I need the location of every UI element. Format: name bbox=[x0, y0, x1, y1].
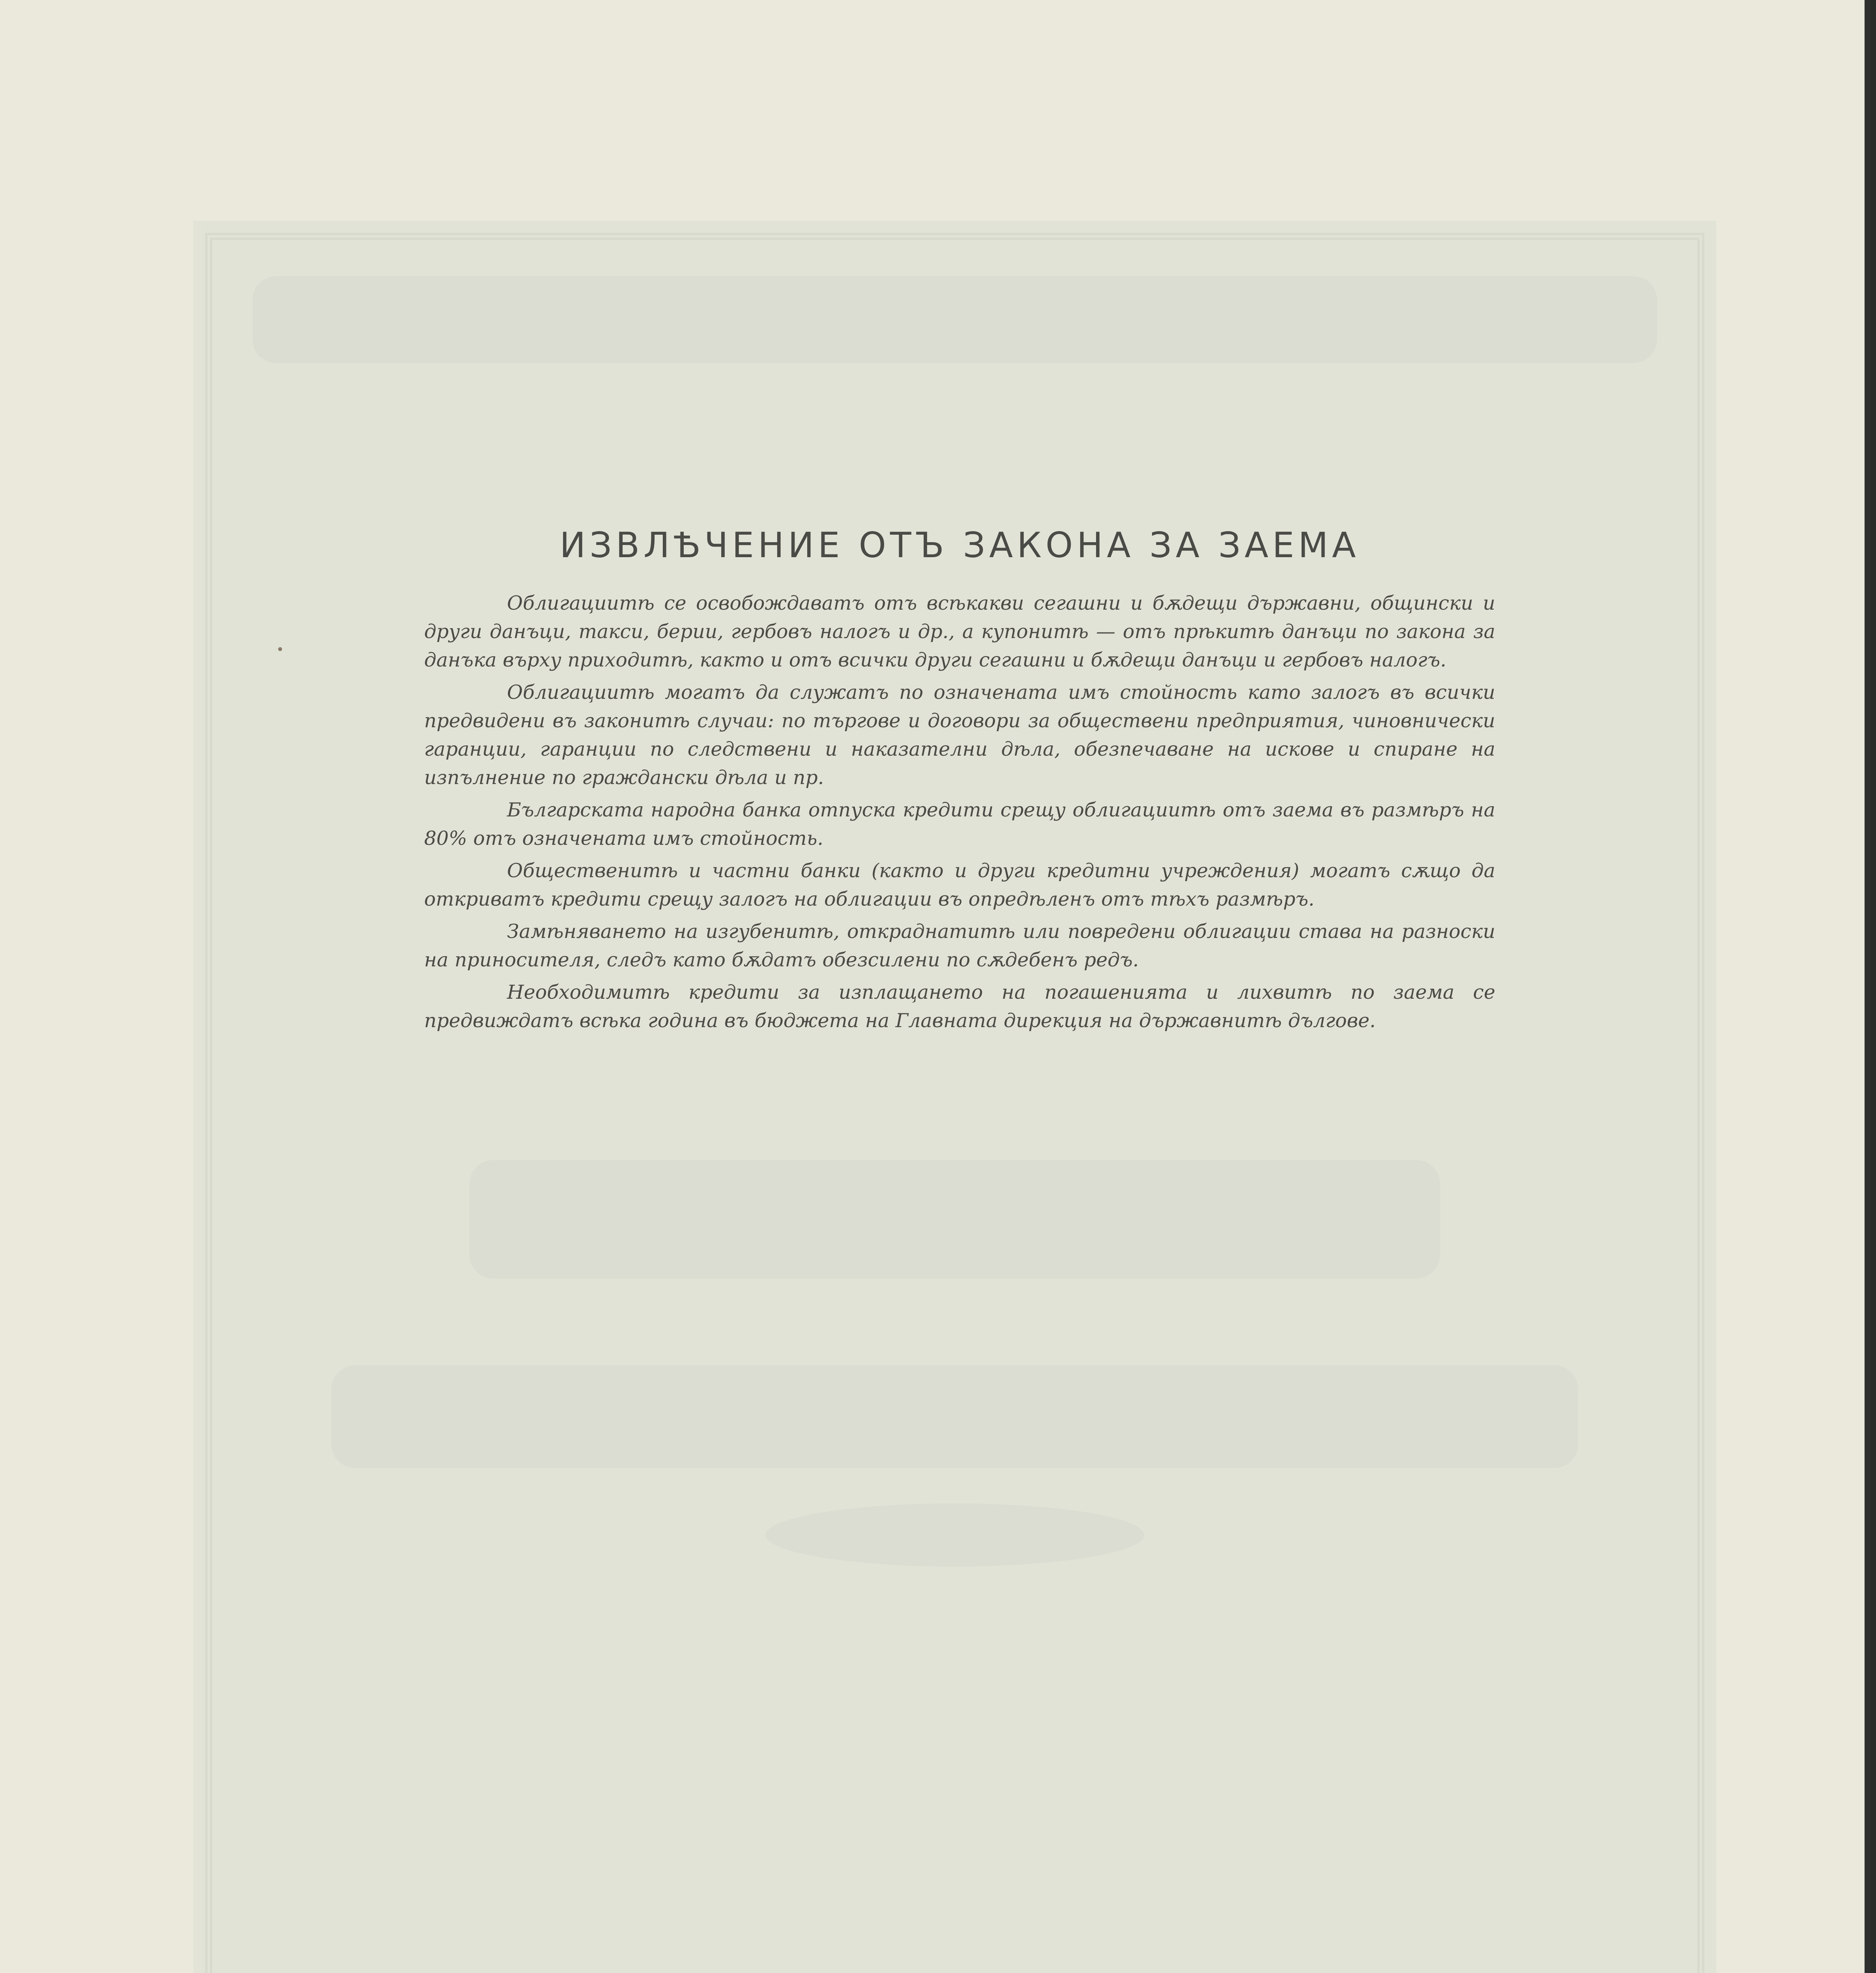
ghost-title-cartouche bbox=[469, 1160, 1440, 1279]
paragraph-collateral: Облигациитѣ могатъ да служатъ по означената имъ стойность като залогъ въ всички предвидени въ законитѣ случаи: по търгове и договори за обществени предприятия, чиновнически гаранции, гаранции по следствени и наказателни дѣла, обезпечаване на искове и спиране на изпълнение по граждански дѣла и пр. bbox=[424, 681, 1495, 789]
ghost-denomination-band bbox=[331, 1365, 1578, 1468]
ghost-header-band bbox=[253, 276, 1657, 363]
page-title: ИЗВЛѢЧЕНИЕ ОТЪ ЗАКОНА ЗА ЗАЕМА bbox=[559, 525, 1360, 565]
paragraph-private-banks: Общественитѣ и частни банки (както и други кредитни учреждения) могатъ сѫщо да откриватъ кредити срещу залогъ на облигации въ опредѣленъ отъ тѣхъ размѣръ. bbox=[424, 859, 1495, 910]
show-through-print bbox=[193, 221, 1716, 1973]
paragraph-replacement: Замѣняването на изгубенитѣ, откраднатитѣ или повредени облигации става на разноски на приносителя, следъ като бѫдатъ обезсилени по сѫдебенъ редъ. bbox=[424, 920, 1495, 971]
paragraph-budget: Необходимитѣ кредити за изплащането на погашенията и лихвитѣ по заема се предвиждатъ всѣка година въ бюджета на Главната дирекция на държавнитѣ дългове. bbox=[424, 981, 1495, 1032]
paragraph-national-bank-credit: Българската народна банка отпуска кредити срещу облигациитѣ отъ заема въ размѣръ на 80% отъ означената имъ стойность. bbox=[424, 799, 1495, 850]
paragraph-tax-exemption: Облигациитѣ се освобождаватъ отъ всѣкакви сегашни и бѫдещи държавни, общински и други данъци, такси, берии, гербовъ налогъ и др., а купонитѣ — отъ прѣкитѣ данъци по закона за данъка върху приходитѣ, както и отъ всички други сегашни и бѫдещи данъци и гербовъ налогъ. bbox=[424, 592, 1495, 671]
law-excerpt bbox=[424, 525, 1495, 1039]
ghost-rate-medallion bbox=[765, 1503, 1144, 1567]
ghost-ornamental-border bbox=[205, 233, 1704, 1973]
ink-speck bbox=[278, 647, 282, 651]
